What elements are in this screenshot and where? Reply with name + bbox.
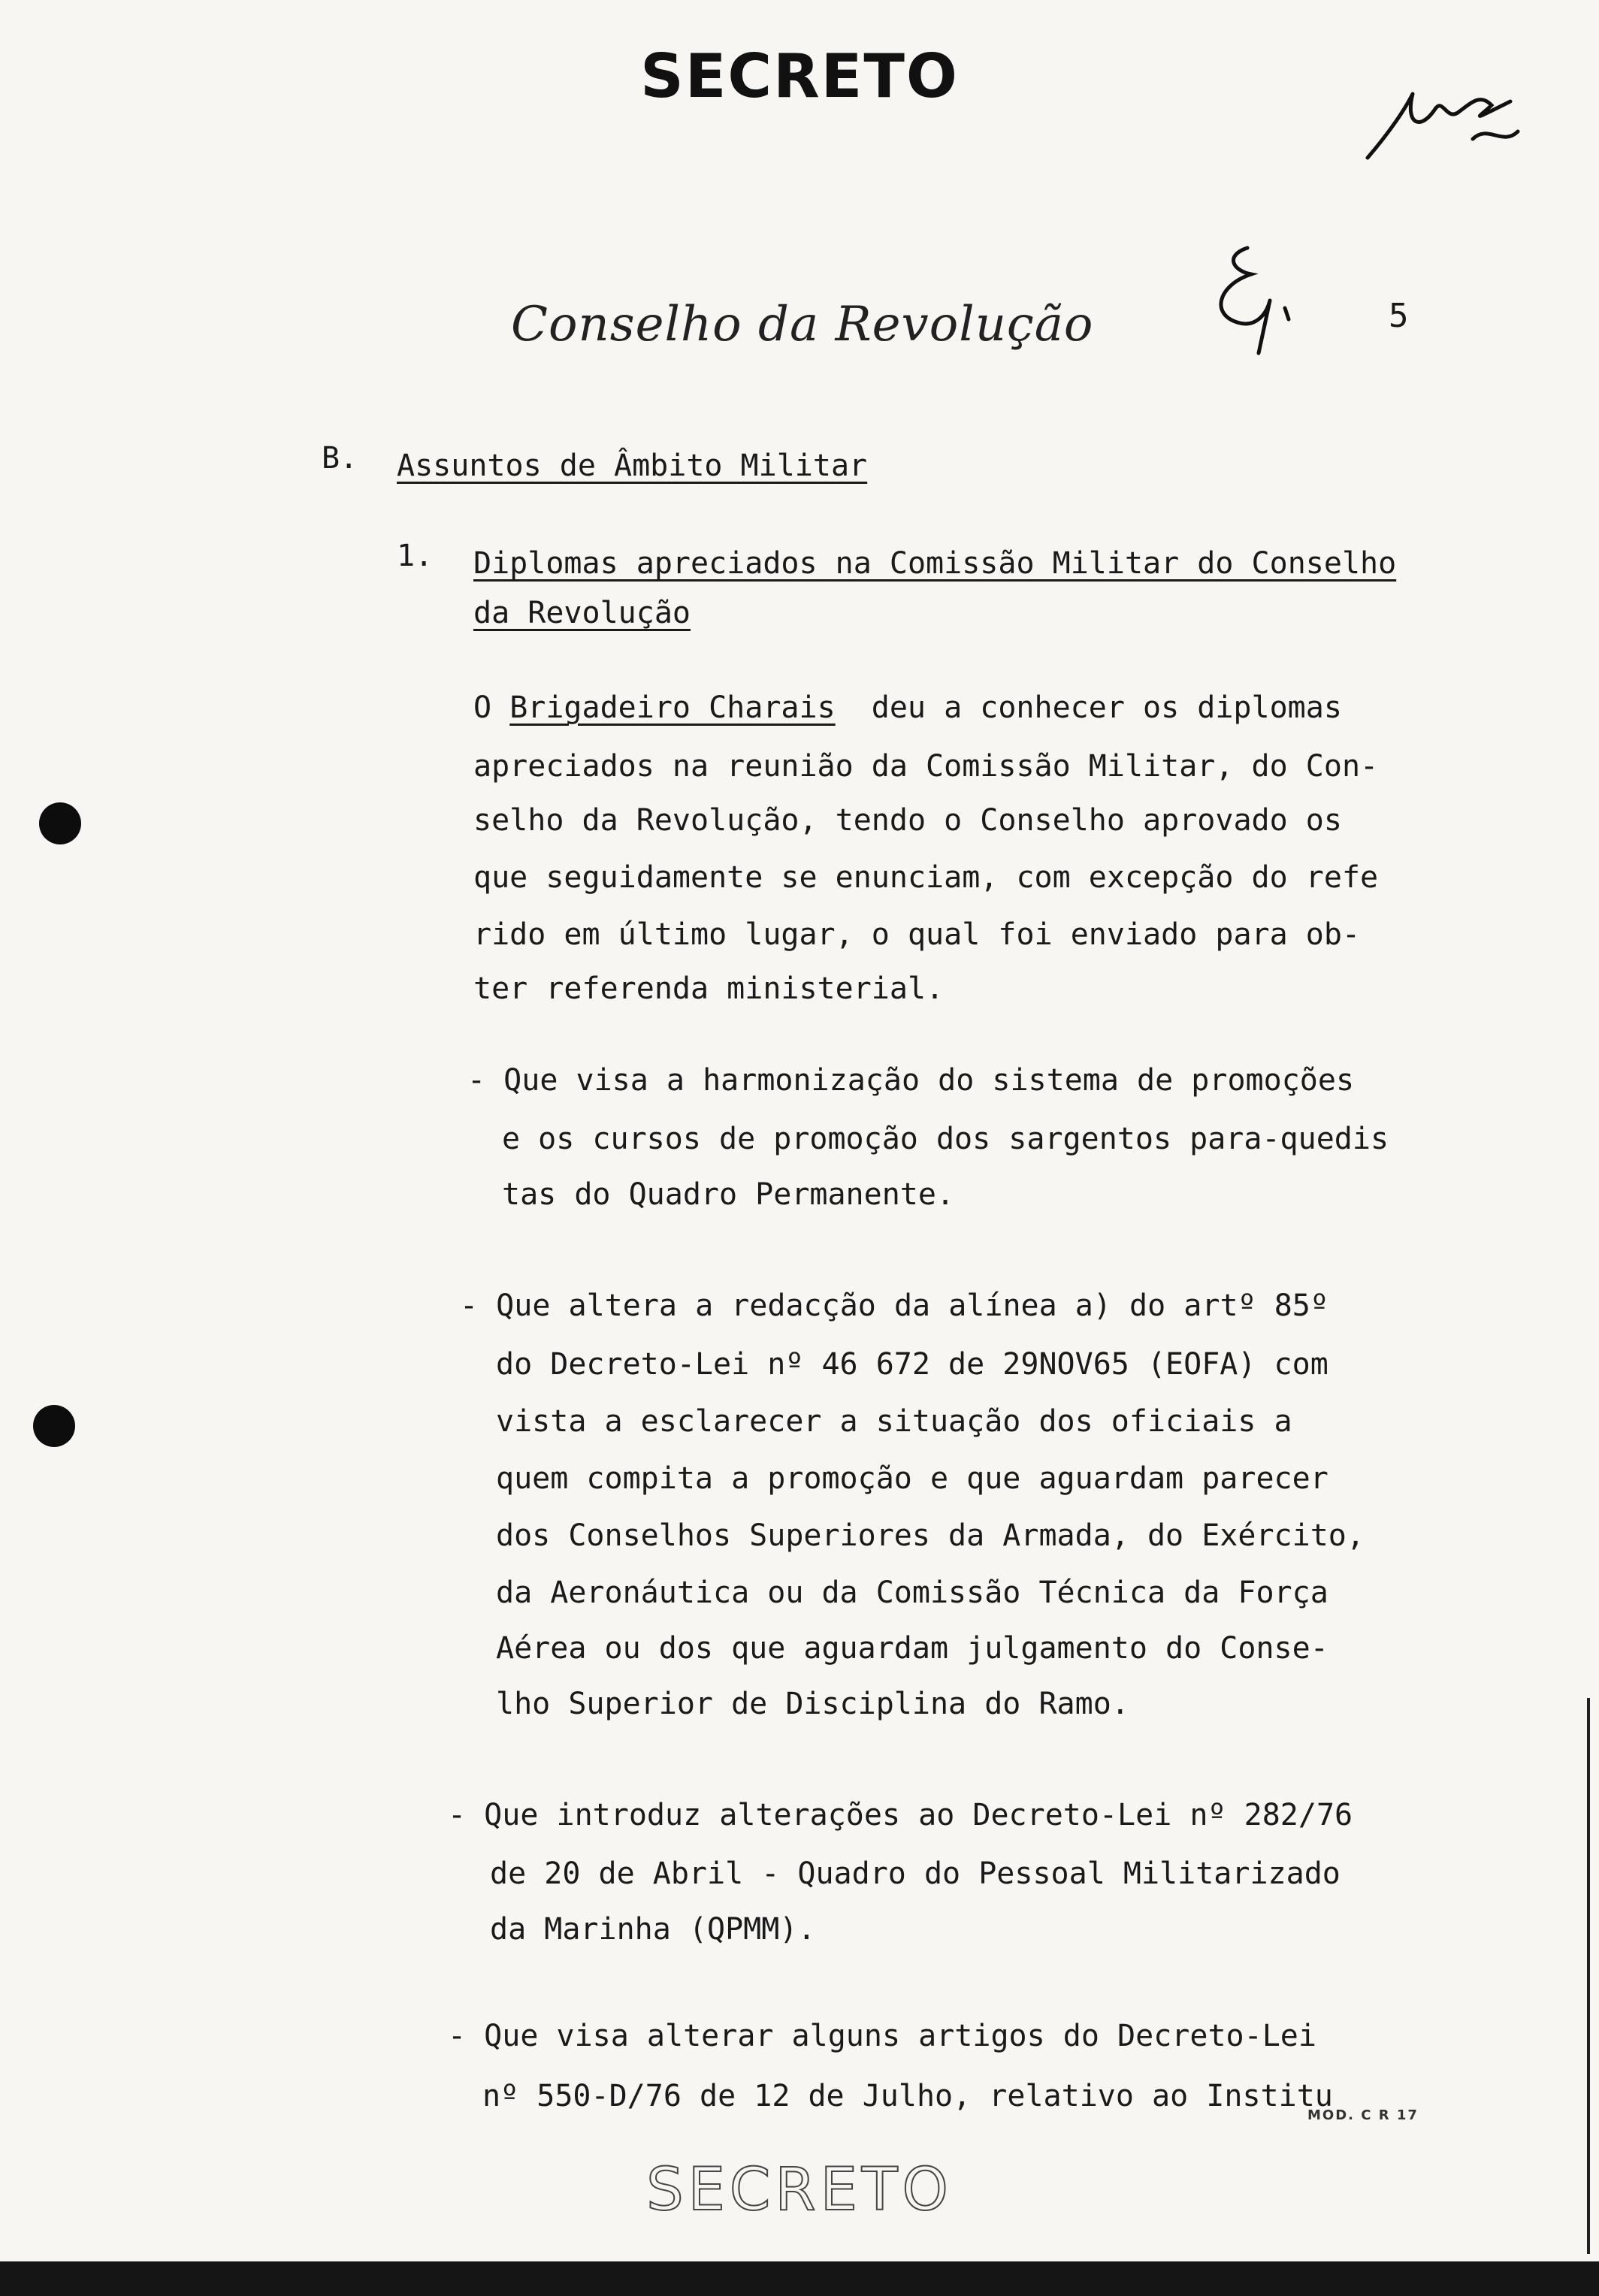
intro-rest: deu a conhecer os diplomas	[871, 690, 1342, 725]
punch-hole-top	[39, 802, 81, 844]
item-1-line-3: tas do Quadro Permanente.	[502, 1177, 955, 1212]
item-3-line-1: - Que introduz alterações ao Decreto-Lei nº 282/76	[448, 1798, 1353, 1832]
scan-edge-right	[1587, 1698, 1590, 2254]
item-1-line-1: - Que visa a harmonização do sistema de promoções	[467, 1063, 1355, 1098]
letterhead-title: Conselho da Revolução	[511, 297, 1094, 352]
scan-edge-bottom	[0, 2261, 1599, 2296]
item-4-line-2: nº 550-D/76 de 12 de Julho, relativo ao Institu	[482, 2079, 1333, 2113]
handwritten-initials-signature	[1360, 79, 1533, 169]
intro-line-2: apreciados na reunião da Comissão Militar, do Con-	[473, 749, 1379, 784]
punch-hole-bottom	[33, 1405, 75, 1447]
item-2-line-6: da Aeronáutica ou da Comissão Técnica da Força	[496, 1575, 1328, 1610]
classification-stamp-bottom: SECRETO	[646, 2156, 953, 2224]
item-2-line-1: - Que altera a redacção da alínea a) do artº 85º	[460, 1288, 1328, 1323]
item-2-line-3: vista a esclarecer a situação dos oficiais a	[496, 1404, 1292, 1439]
form-model-code: MOD. C R 17	[1307, 2107, 1419, 2123]
intro-line-5: rido em último lugar, o qual foi enviado para ob-	[473, 917, 1361, 952]
intro-name: Brigadeiro Charais	[509, 690, 836, 725]
section-title: Assuntos de Âmbito Militar	[397, 449, 868, 483]
intro-line-6: ter referenda ministerial.	[473, 971, 945, 1006]
item-2-line-4: quem compita a promoção e que aguardam parecer	[496, 1461, 1328, 1496]
item-1-line-2: e os cursos de promoção dos sargentos para-quedis	[502, 1122, 1389, 1156]
handwritten-mark	[1195, 240, 1315, 361]
page-number: 5	[1389, 297, 1409, 335]
item-2-line-7: Aérea ou dos que aguardam julgamento do Conse-	[496, 1631, 1328, 1666]
subsection-number: 1.	[397, 539, 434, 573]
classification-stamp-top: SECRETO	[640, 41, 959, 111]
intro-prefix: O	[473, 690, 492, 725]
item-3-line-2: de 20 de Abril - Quadro do Pessoal Militarizado	[490, 1856, 1341, 1891]
item-3-line-3: da Marinha (QPMM).	[490, 1912, 816, 1947]
subsection-title-line1: Diplomas apreciados na Comissão Militar do Conselho	[473, 546, 1397, 581]
intro-line-3: selho da Revolução, tendo o Conselho aprovado os	[473, 803, 1342, 838]
intro-line-1	[473, 690, 1342, 725]
item-2-line-5: dos Conselhos Superiores da Armada, do Exército,	[496, 1518, 1365, 1553]
section-letter: B.	[322, 441, 358, 476]
item-2-line-2: do Decreto-Lei nº 46 672 de 29NOV65 (EOFA) com	[496, 1347, 1328, 1382]
subsection-title-line2: da Revolução	[473, 596, 691, 630]
intro-line-4: que seguidamente se enunciam, com excepção do refe	[473, 860, 1379, 895]
item-4-line-1: - Que visa alterar alguns artigos do Decreto-Lei	[448, 2019, 1316, 2053]
item-2-line-8: lho Superior de Disciplina do Ramo.	[496, 1687, 1129, 1721]
